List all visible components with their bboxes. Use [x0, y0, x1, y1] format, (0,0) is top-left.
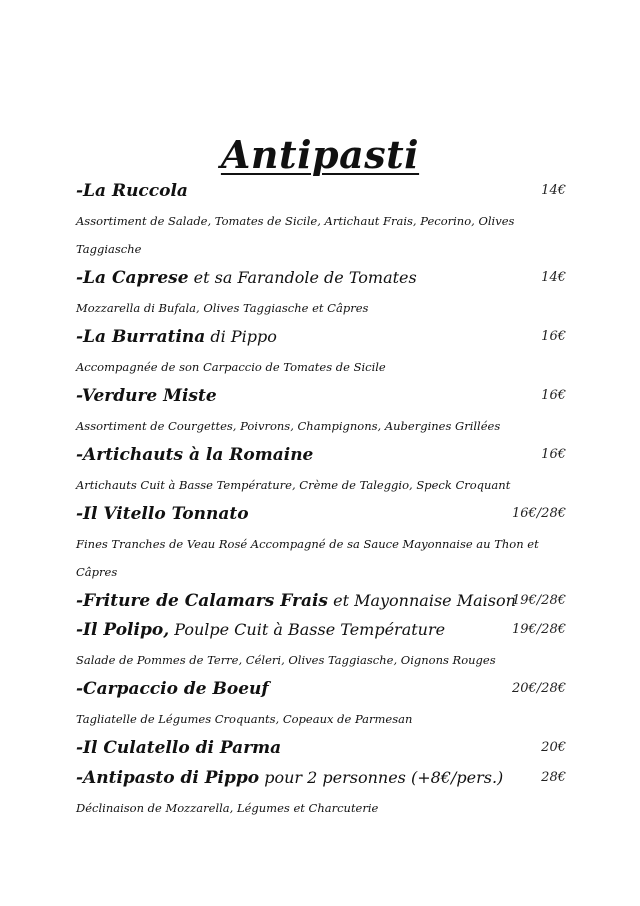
item-price: 16€ — [541, 329, 566, 344]
item-description: Tagliatelle de Légumes Croquants, Copeaux de Parmesan — [76, 712, 413, 726]
item-price: 16€ — [541, 447, 566, 462]
item-description: Accompagnée de son Carpaccio de Tomates de Sicile — [76, 360, 386, 374]
menu-item — [76, 327, 566, 381]
item-price: 20€ — [541, 740, 566, 755]
item-name: -La Caprese — [76, 268, 189, 288]
item-description: Mozzarella di Bufala, Olives Taggiasche et Câpres — [76, 301, 369, 315]
item-name: -Il Polipo, — [76, 620, 170, 640]
item-price: 19€/28€ — [511, 593, 566, 608]
menu-item — [76, 504, 566, 586]
item-description: Artichauts Cuit à Basse Température, Crème de Taleggio, Speck Croquant — [76, 478, 511, 492]
menu-title: Antipasti — [220, 132, 420, 177]
menu-item — [76, 268, 566, 322]
item-name: -Artichauts à la Romaine — [76, 445, 314, 465]
item-price: 16€ — [541, 388, 566, 403]
item-extra: Poulpe Cuit à Basse Température — [169, 620, 446, 639]
menu-item — [76, 738, 566, 764]
menu-item — [76, 620, 566, 674]
item-price: 14€ — [541, 270, 566, 285]
item-description: Salade de Pommes de Terre, Céleri, Olives Taggiasche, Oignons Rouges — [76, 653, 496, 667]
item-name: -La Ruccola — [76, 181, 188, 201]
menu-item — [76, 591, 566, 617]
menu-item — [76, 386, 566, 440]
menu-item — [76, 445, 566, 499]
item-name: -Antipasto di Pippo — [76, 768, 260, 788]
item-extra: et Mayonnaise Maison — [328, 591, 516, 610]
item-price: 16€/28€ — [511, 506, 566, 521]
item-extra: et sa Farandole de Tomates — [188, 268, 417, 287]
menu-item — [76, 768, 566, 822]
item-name: -Friture de Calamars Frais — [76, 591, 329, 611]
item-description: Déclinaison de Mozzarella, Légumes et Charcuterie — [76, 801, 379, 815]
item-price: 14€ — [541, 183, 566, 198]
menu-item — [76, 181, 566, 263]
item-description: Assortiment de Courgettes, Poivrons, Champignons, Aubergines Grillées — [76, 419, 501, 433]
item-name: -Carpaccio de Boeuf — [76, 679, 269, 699]
item-price: 19€/28€ — [511, 622, 566, 637]
item-name: -Il Vitello Tonnato — [76, 504, 249, 524]
item-name: -Il Culatello di Parma — [76, 738, 282, 758]
menu-item — [76, 679, 566, 733]
item-description: Fines Tranches de Veau Rosé Accompagné de sa Sauce Mayonnaise au Thon et Câpres — [76, 537, 539, 579]
item-description: Assortiment de Salade, Tomates de Sicile, Artichaut Frais, Pecorino, Olives Taggiasche — [76, 214, 515, 256]
item-price: 28€ — [541, 770, 566, 785]
item-name: -La Burratina — [76, 327, 206, 347]
item-name: -Verdure Miste — [76, 386, 217, 406]
item-extra: pour 2 personnes (+8€/pers.) — [259, 768, 504, 787]
item-extra: di Pippo — [205, 327, 277, 346]
item-price: 20€/28€ — [511, 681, 566, 696]
